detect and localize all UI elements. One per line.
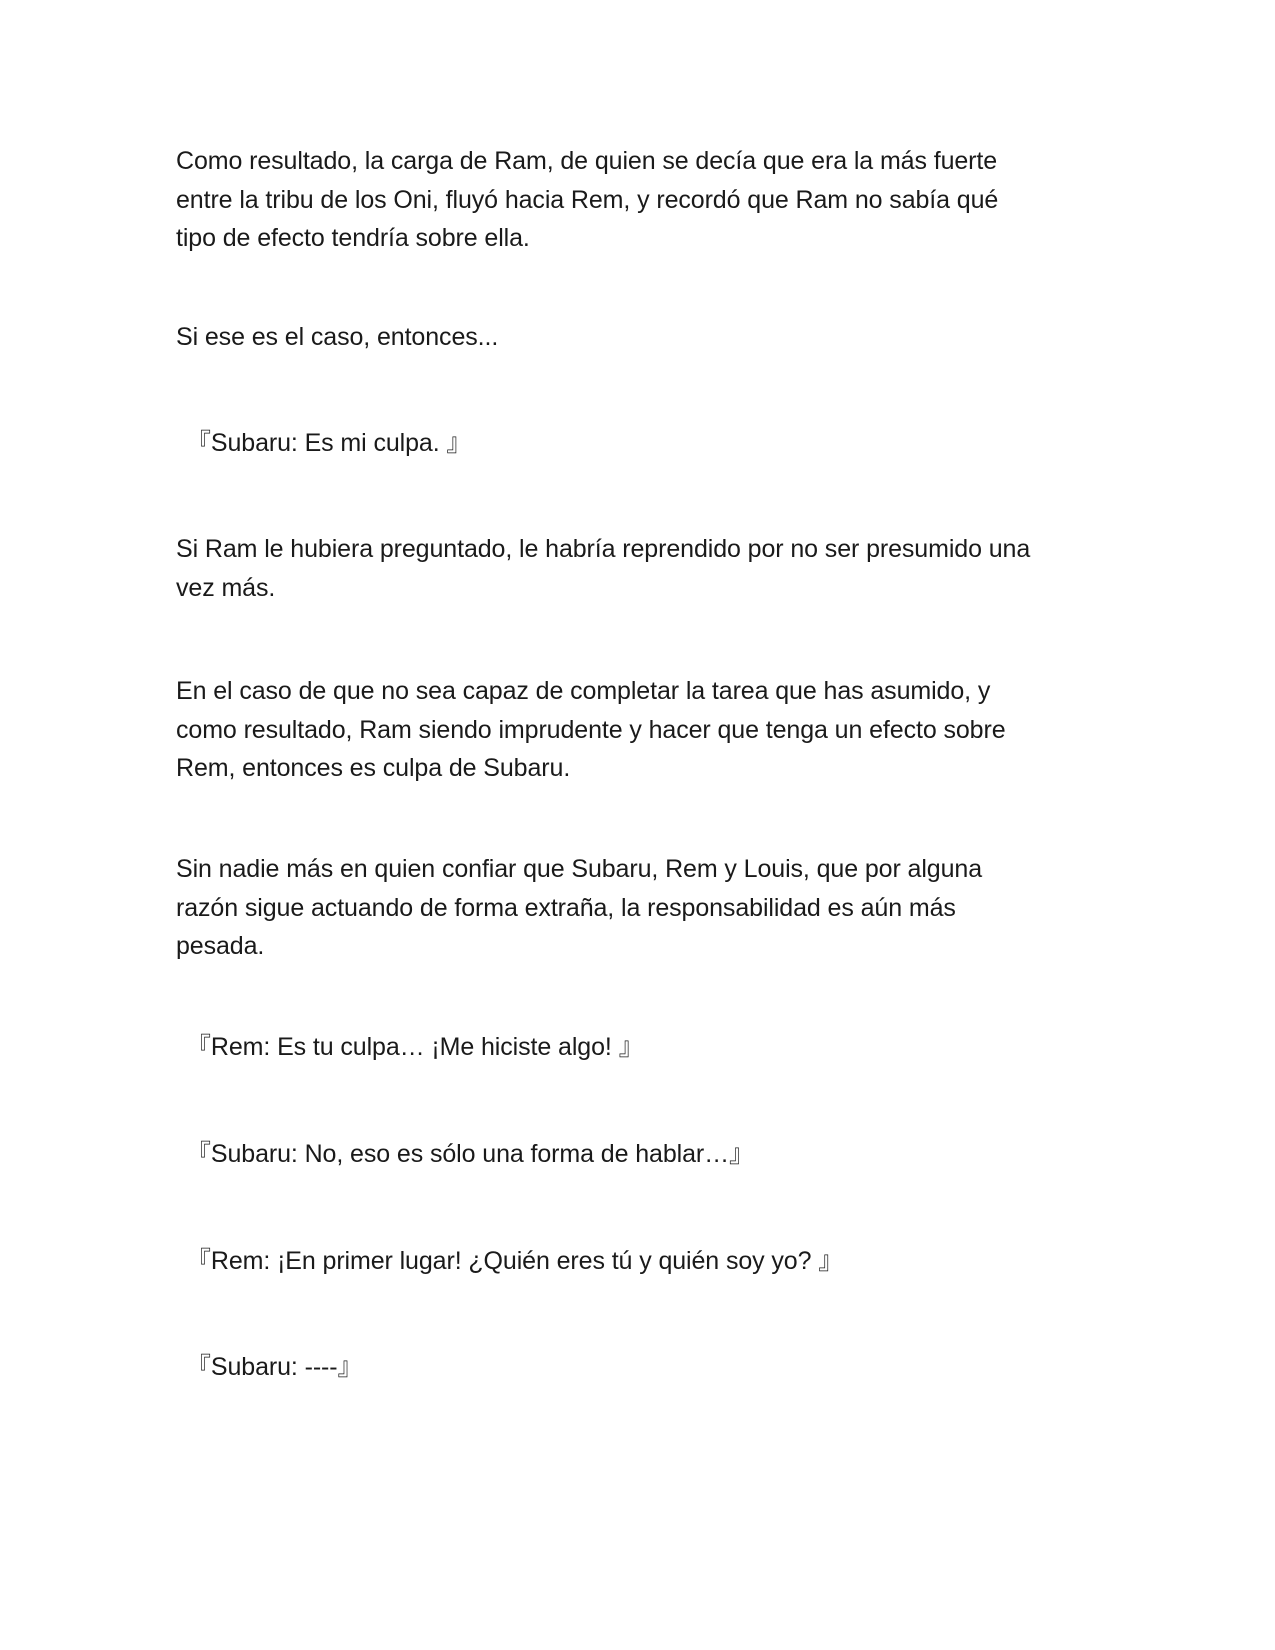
paragraph-task-failure: En el caso de que no sea capaz de completar la tarea que has asumido, y como resultado, Ram siendo imprudente y hacer que tenga un efecto sobre Rem, entonces es culpa de Subaru. — [176, 677, 1006, 782]
paragraph-responsibility: Sin nadie más en quien confiar que Subaru, Rem y Louis, que por alguna razón sigue actuando de forma extraña, la responsabilidad es aún más pesada. — [176, 855, 983, 960]
dialogue-subaru-figure-of-speech: 『Subaru: No, eso es sólo una forma de hablar…』 — [186, 1140, 754, 1168]
paragraph-if-so: Si ese es el caso, entonces... — [176, 323, 499, 351]
dialogue-subaru-silence: 『Subaru: ----』 — [186, 1353, 363, 1381]
dialogue-subaru-my-fault: 『Subaru: Es mi culpa. 』 — [186, 429, 472, 457]
paragraph-ram-burden: Como resultado, la carga de Ram, de quien se decía que era la más fuerte entre la tribu de los Oni, fluyó hacia Rem, y recordó que Ram no sabía qué tipo de efecto tendría sobre ella. — [176, 147, 999, 252]
dialogue-rem-who-are-you: 『Rem: ¡En primer lugar! ¿Quién eres tú y quién soy yo? 』 — [186, 1247, 844, 1275]
dialogue-rem-your-fault: 『Rem: Es tu culpa… ¡Me hiciste algo! 』 — [186, 1033, 644, 1061]
paragraph-ram-asked: Si Ram le hubiera preguntado, le habría reprendido por no ser presumido una vez más. — [176, 535, 1031, 602]
